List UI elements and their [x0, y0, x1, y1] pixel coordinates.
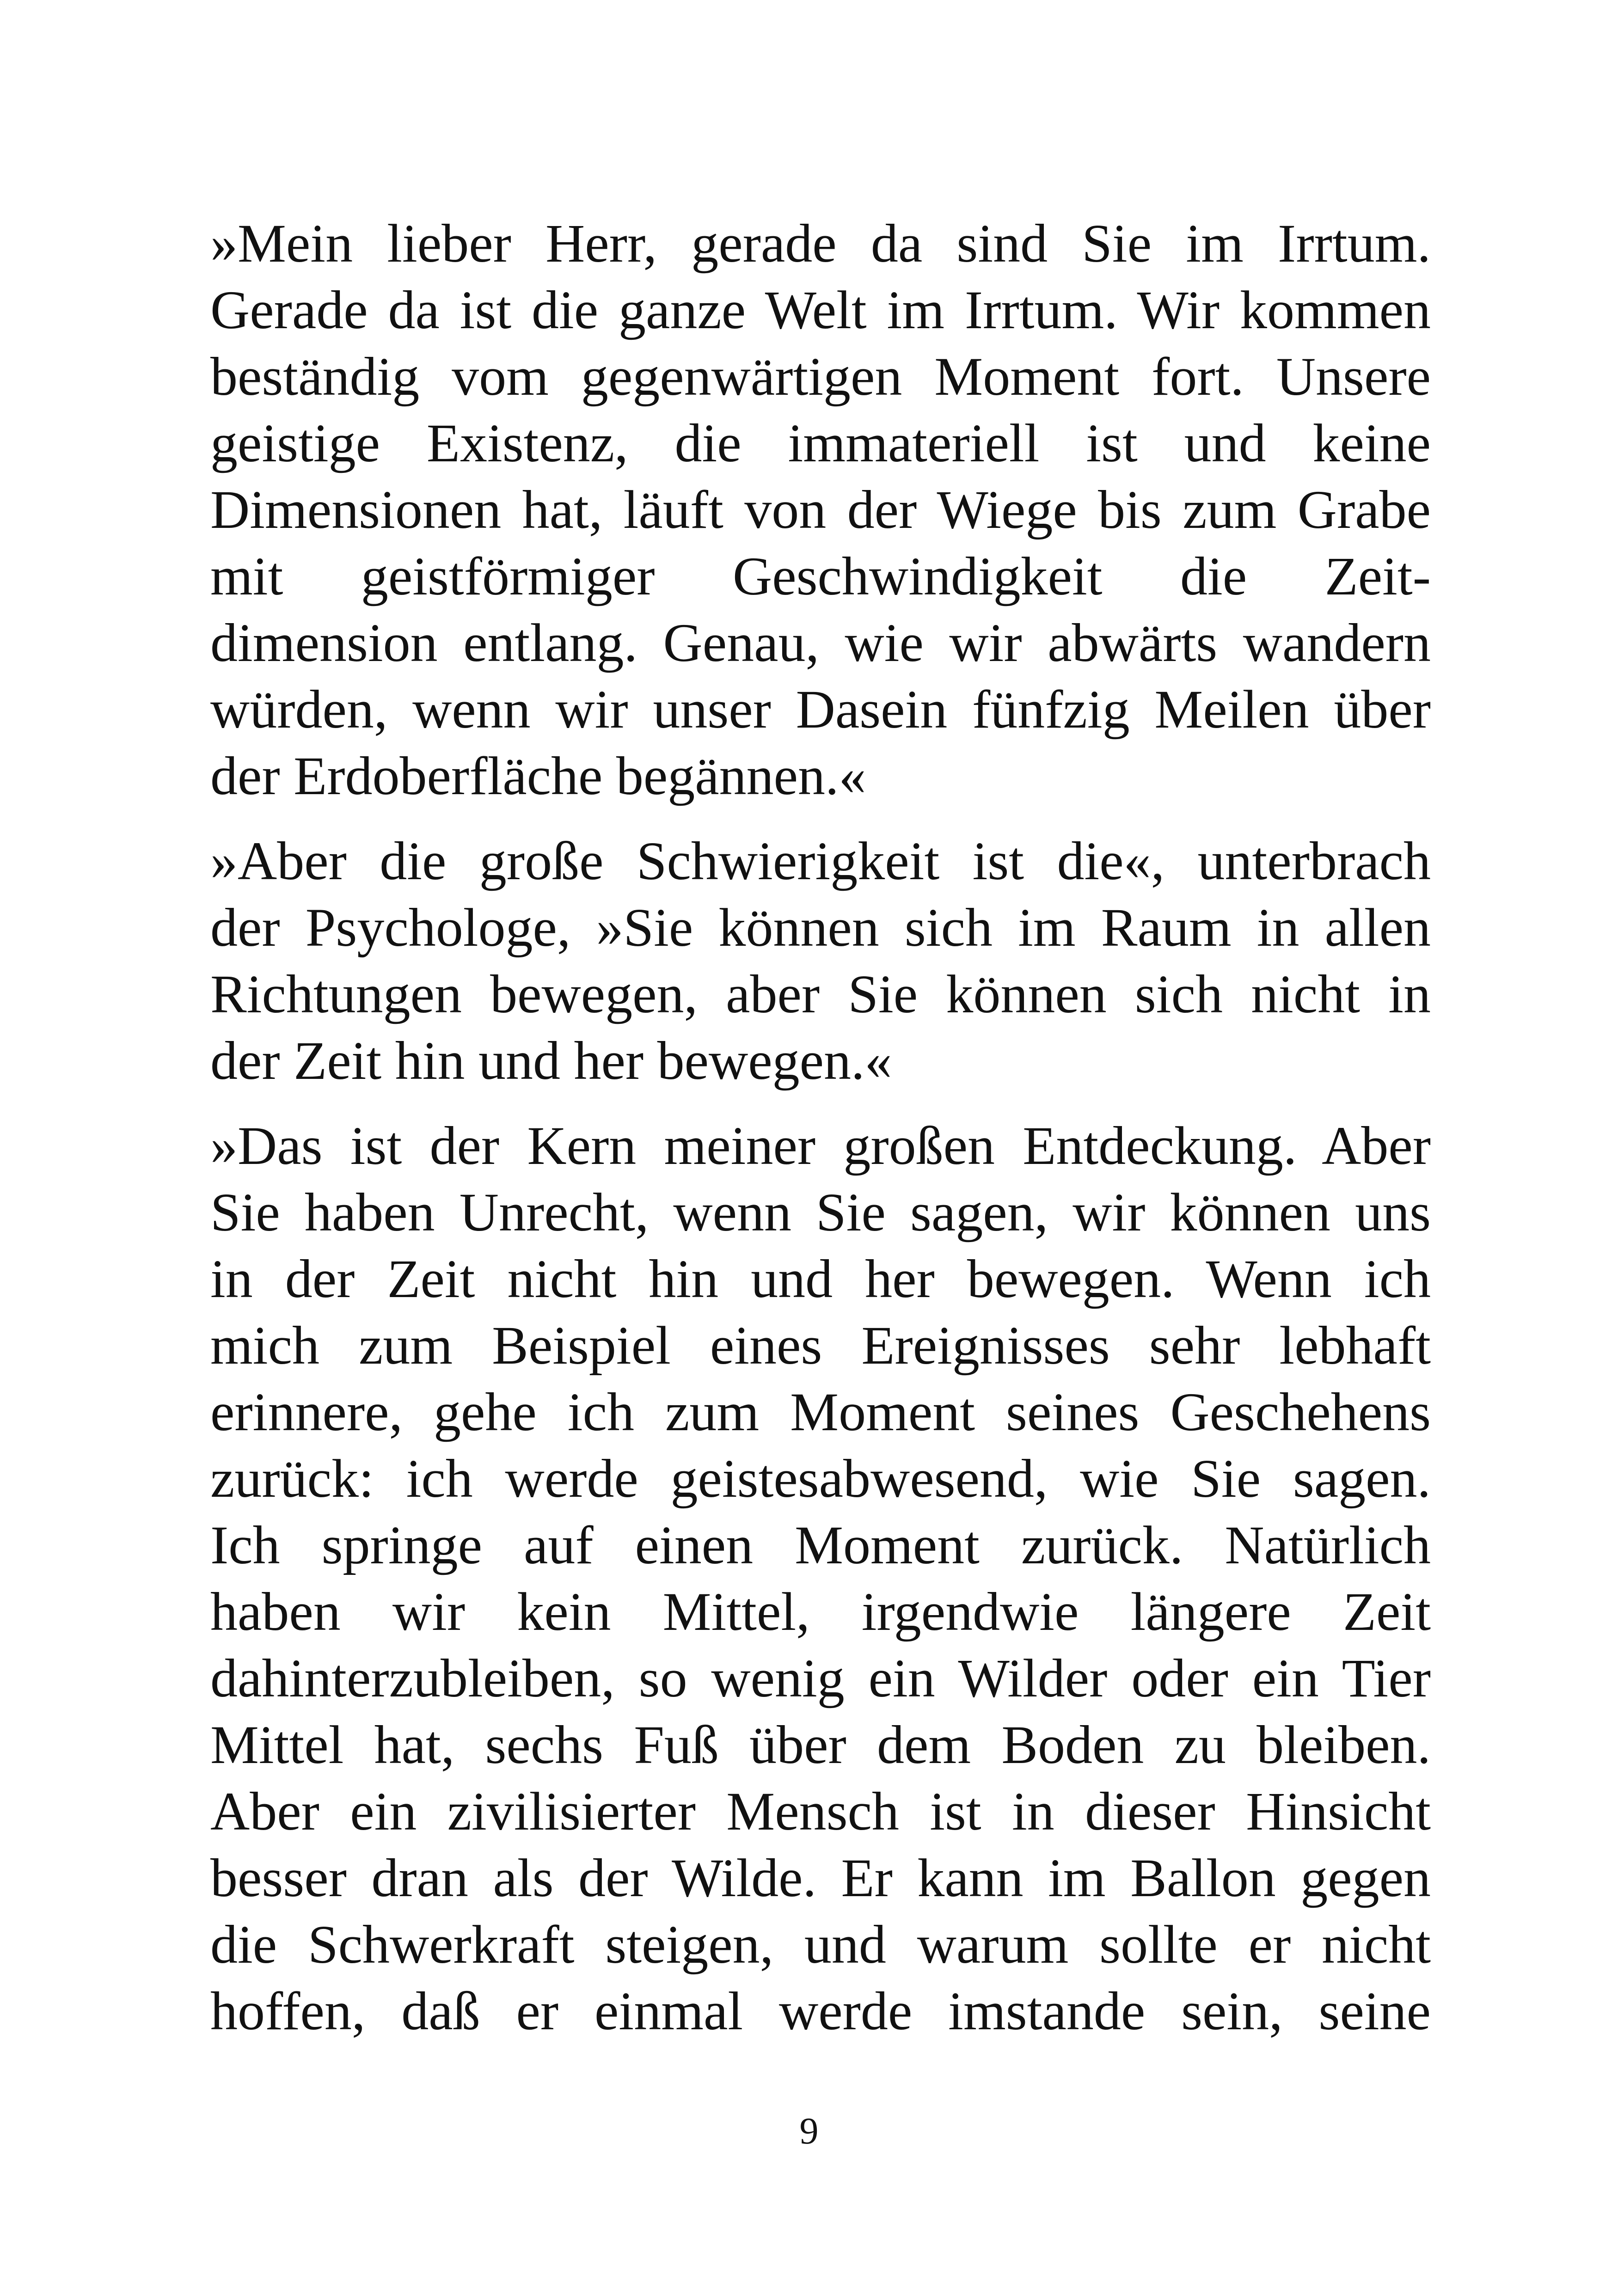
text-line: dahinterzubleiben, so wenig ein Wilder oder ein Tier	[210, 1648, 1431, 1708]
text-line: geistige Existenz, die immateriell ist und keine	[210, 413, 1431, 473]
page-number: 9	[799, 2110, 819, 2152]
text-line: die Schwerkraft steigen, und warum sollte er nicht	[210, 1914, 1431, 1975]
body-text	[210, 210, 1431, 2063]
text-line: zurück: ich werde geistesabwesend, wie Sie sagen.	[210, 1448, 1431, 1509]
text-line: dimension entlang. Genau, wie wir abwärts wandern	[210, 612, 1431, 673]
text-line: »Mein lieber Herr, gerade da sind Sie im Irrtum.	[210, 213, 1431, 274]
text-line: der Zeit hin und her bewegen.«	[210, 1030, 892, 1091]
text-line: Gerade da ist die ganze Welt im Irrtum. Wir kommen	[210, 280, 1431, 340]
text-line: »Das ist der Kern meiner großen Entdeckung. Aber	[210, 1115, 1431, 1176]
text-line: würden, wenn wir unser Dasein fünfzig Meilen über	[210, 679, 1431, 740]
text-line: der Erdoberfläche begännen.«	[210, 746, 866, 806]
text-line: »Aber die große Schwierigkeit ist die«, unterbrach	[210, 831, 1431, 891]
text-line: der Psychologe, »Sie können sich im Raum in allen	[210, 897, 1431, 958]
text-line: hoffen, daß er einmal werde imstande sein, seine	[210, 1981, 1431, 2041]
text-line: besser dran als der Wilde. Er kann im Ballon gegen	[210, 1848, 1431, 1908]
paragraph	[210, 1113, 1431, 2045]
paragraph	[210, 828, 1431, 1094]
text-line: Aber ein zivilisierter Mensch ist in dieser Hinsicht	[210, 1781, 1431, 1842]
text-line: erinnere, gehe ich zum Moment seines Geschehens	[210, 1382, 1431, 1442]
paragraph	[210, 210, 1431, 809]
text-line: Richtungen bewegen, aber Sie können sich nicht in	[210, 964, 1431, 1024]
text-line: in der Zeit nicht hin und her bewegen. Wenn ich	[210, 1249, 1431, 1309]
text-line: Mittel hat, sechs Fuß über dem Boden zu bleiben.	[210, 1714, 1431, 1775]
text-line: Dimensionen hat, läuft von der Wiege bis zum Grabe	[210, 479, 1431, 540]
text-line: Sie haben Unrecht, wenn Sie sagen, wir können uns	[210, 1182, 1431, 1243]
text-line: mich zum Beispiel eines Ereignisses sehr lebhaft	[210, 1315, 1431, 1376]
text-line: mit geistförmiger Geschwindigkeit die Zeit-	[210, 546, 1431, 606]
text-line: beständig vom gegenwärtigen Moment fort. Unsere	[210, 346, 1431, 407]
text-line: haben wir kein Mittel, irgendwie längere Zeit	[210, 1581, 1431, 1642]
text-line: Ich springe auf einen Moment zurück. Natürlich	[210, 1515, 1431, 1575]
